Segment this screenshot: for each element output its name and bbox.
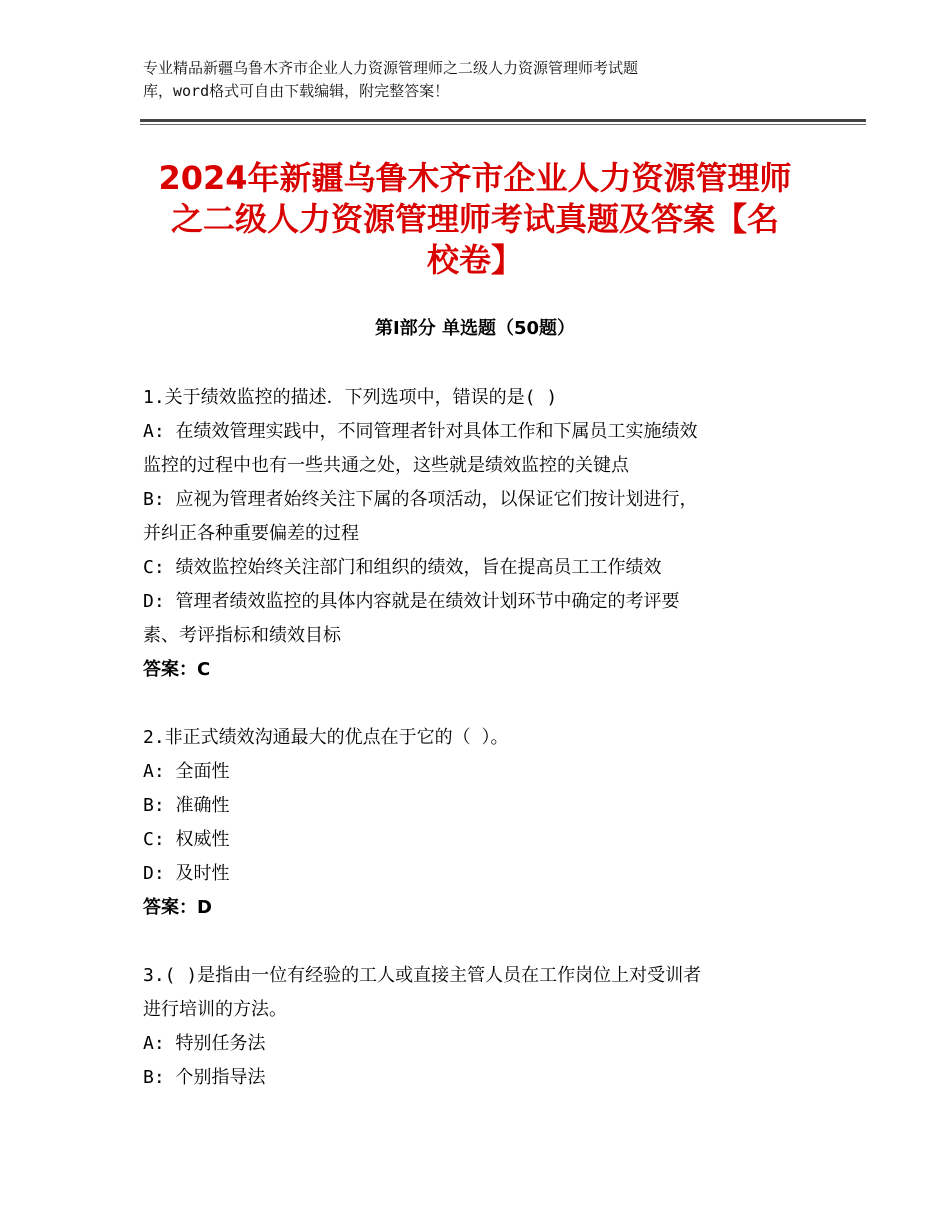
option-c: C: 绩效监控始终关注部门和组织的绩效，旨在提高员工工作绩效 [143, 557, 662, 578]
spacer [143, 925, 823, 959]
option-d-cont: 素、考评指标和绩效目标 [143, 625, 341, 646]
option-d: D: 管理者绩效监控的具体内容就是在绩效计划环节中确定的考评要 [143, 591, 680, 612]
document-title [140, 158, 810, 281]
question-stem: 3.( )是指由一位有经验的工人或直接主管人员在工作岗位上对受训者 [143, 965, 702, 986]
option-d: D: 及时性 [143, 863, 230, 884]
question-1 [143, 381, 823, 687]
option-a-cont: 监控的过程中也有一些共通之处，这些就是绩效监控的关键点 [143, 455, 629, 476]
title-line: 之二级人力资源管理师考试真题及答案【名 [170, 200, 779, 238]
question-list [143, 381, 823, 1095]
question-stem: 1.关于绩效监控的描述．下列选项中，错误的是( ) [143, 387, 558, 408]
option-a: A: 特别任务法 [143, 1033, 266, 1054]
title-line: 校卷】 [426, 241, 523, 279]
header-note [143, 57, 783, 103]
question-3 [143, 959, 823, 1095]
option-b-cont: 并纠正各种重要偏差的过程 [143, 523, 359, 544]
option-a: A: 在绩效管理实践中，不同管理者针对具体工作和下属员工实施绩效 [143, 421, 698, 442]
header-divider-thin [140, 124, 866, 125]
question-stem: 2.非正式绩效沟通最大的优点在于它的（ ）。 [143, 727, 509, 748]
section-heading: 第Ⅰ部分 单选题（50题） [374, 318, 575, 339]
option-a: A: 全面性 [143, 761, 230, 782]
question-stem-cont: 进行培训的方法。 [143, 999, 287, 1020]
question-2 [143, 721, 823, 925]
answer: 答案：D [143, 897, 212, 918]
option-b: B: 个别指导法 [143, 1067, 266, 1088]
option-b: B: 准确性 [143, 795, 230, 816]
option-c: C: 权威性 [143, 829, 230, 850]
spacer [143, 687, 823, 721]
title-line: 2024年新疆乌鲁木齐市企业人力资源管理师 [158, 159, 792, 197]
answer: 答案：C [143, 659, 211, 680]
option-b: B: 应视为管理者始终关注下属的各项活动，以保证它们按计划进行， [143, 489, 698, 510]
header-divider [140, 119, 866, 122]
header-note-line: 库，word格式可自由下载编辑，附完整答案！ [143, 82, 450, 100]
header-note-line: 专业精品新疆乌鲁木齐市企业人力资源管理师之二级人力资源管理师考试题 [143, 59, 639, 77]
